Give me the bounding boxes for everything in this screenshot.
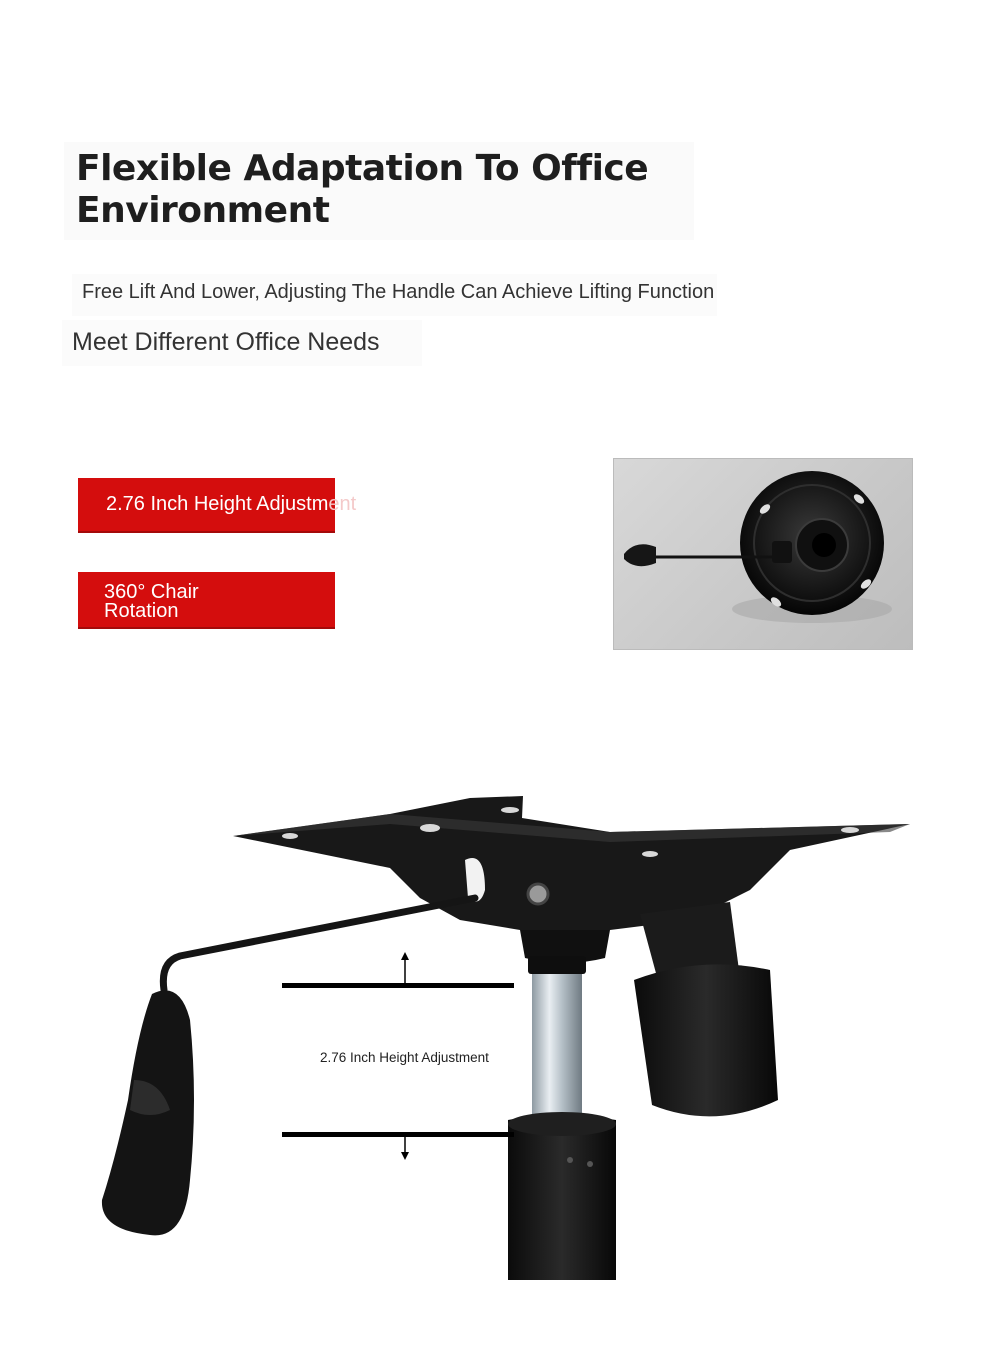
height-adjustment-badge-label: 2.76 Inch Height Adjustm bbox=[106, 493, 329, 515]
rotation-badge-line-1: 360° Chair bbox=[104, 581, 199, 603]
height-dimension-label: 2.76 Inch Height Adjustment bbox=[320, 1050, 489, 1065]
swivel-plate-photo bbox=[613, 458, 913, 650]
rotation-badge-line-2: Rotation bbox=[104, 600, 179, 622]
page-title-line-2: Environment bbox=[76, 190, 330, 231]
gas-lift-mechanism-illustration bbox=[90, 780, 920, 1290]
swivel-plate-image bbox=[614, 459, 913, 650]
page-title-line-1: Flexible Adaptation To Office bbox=[76, 148, 649, 189]
page-title bbox=[64, 142, 694, 240]
height-adjustment-badge-overflow: ent bbox=[328, 493, 357, 515]
subtitle: Free Lift And Lower, Adjusting The Handle Can Achieve Lifting Function bbox=[72, 274, 717, 316]
rotation-badge bbox=[78, 572, 228, 627]
tagline: Meet Different Office Needs bbox=[62, 320, 422, 366]
height-adjustment-badge bbox=[78, 478, 357, 533]
